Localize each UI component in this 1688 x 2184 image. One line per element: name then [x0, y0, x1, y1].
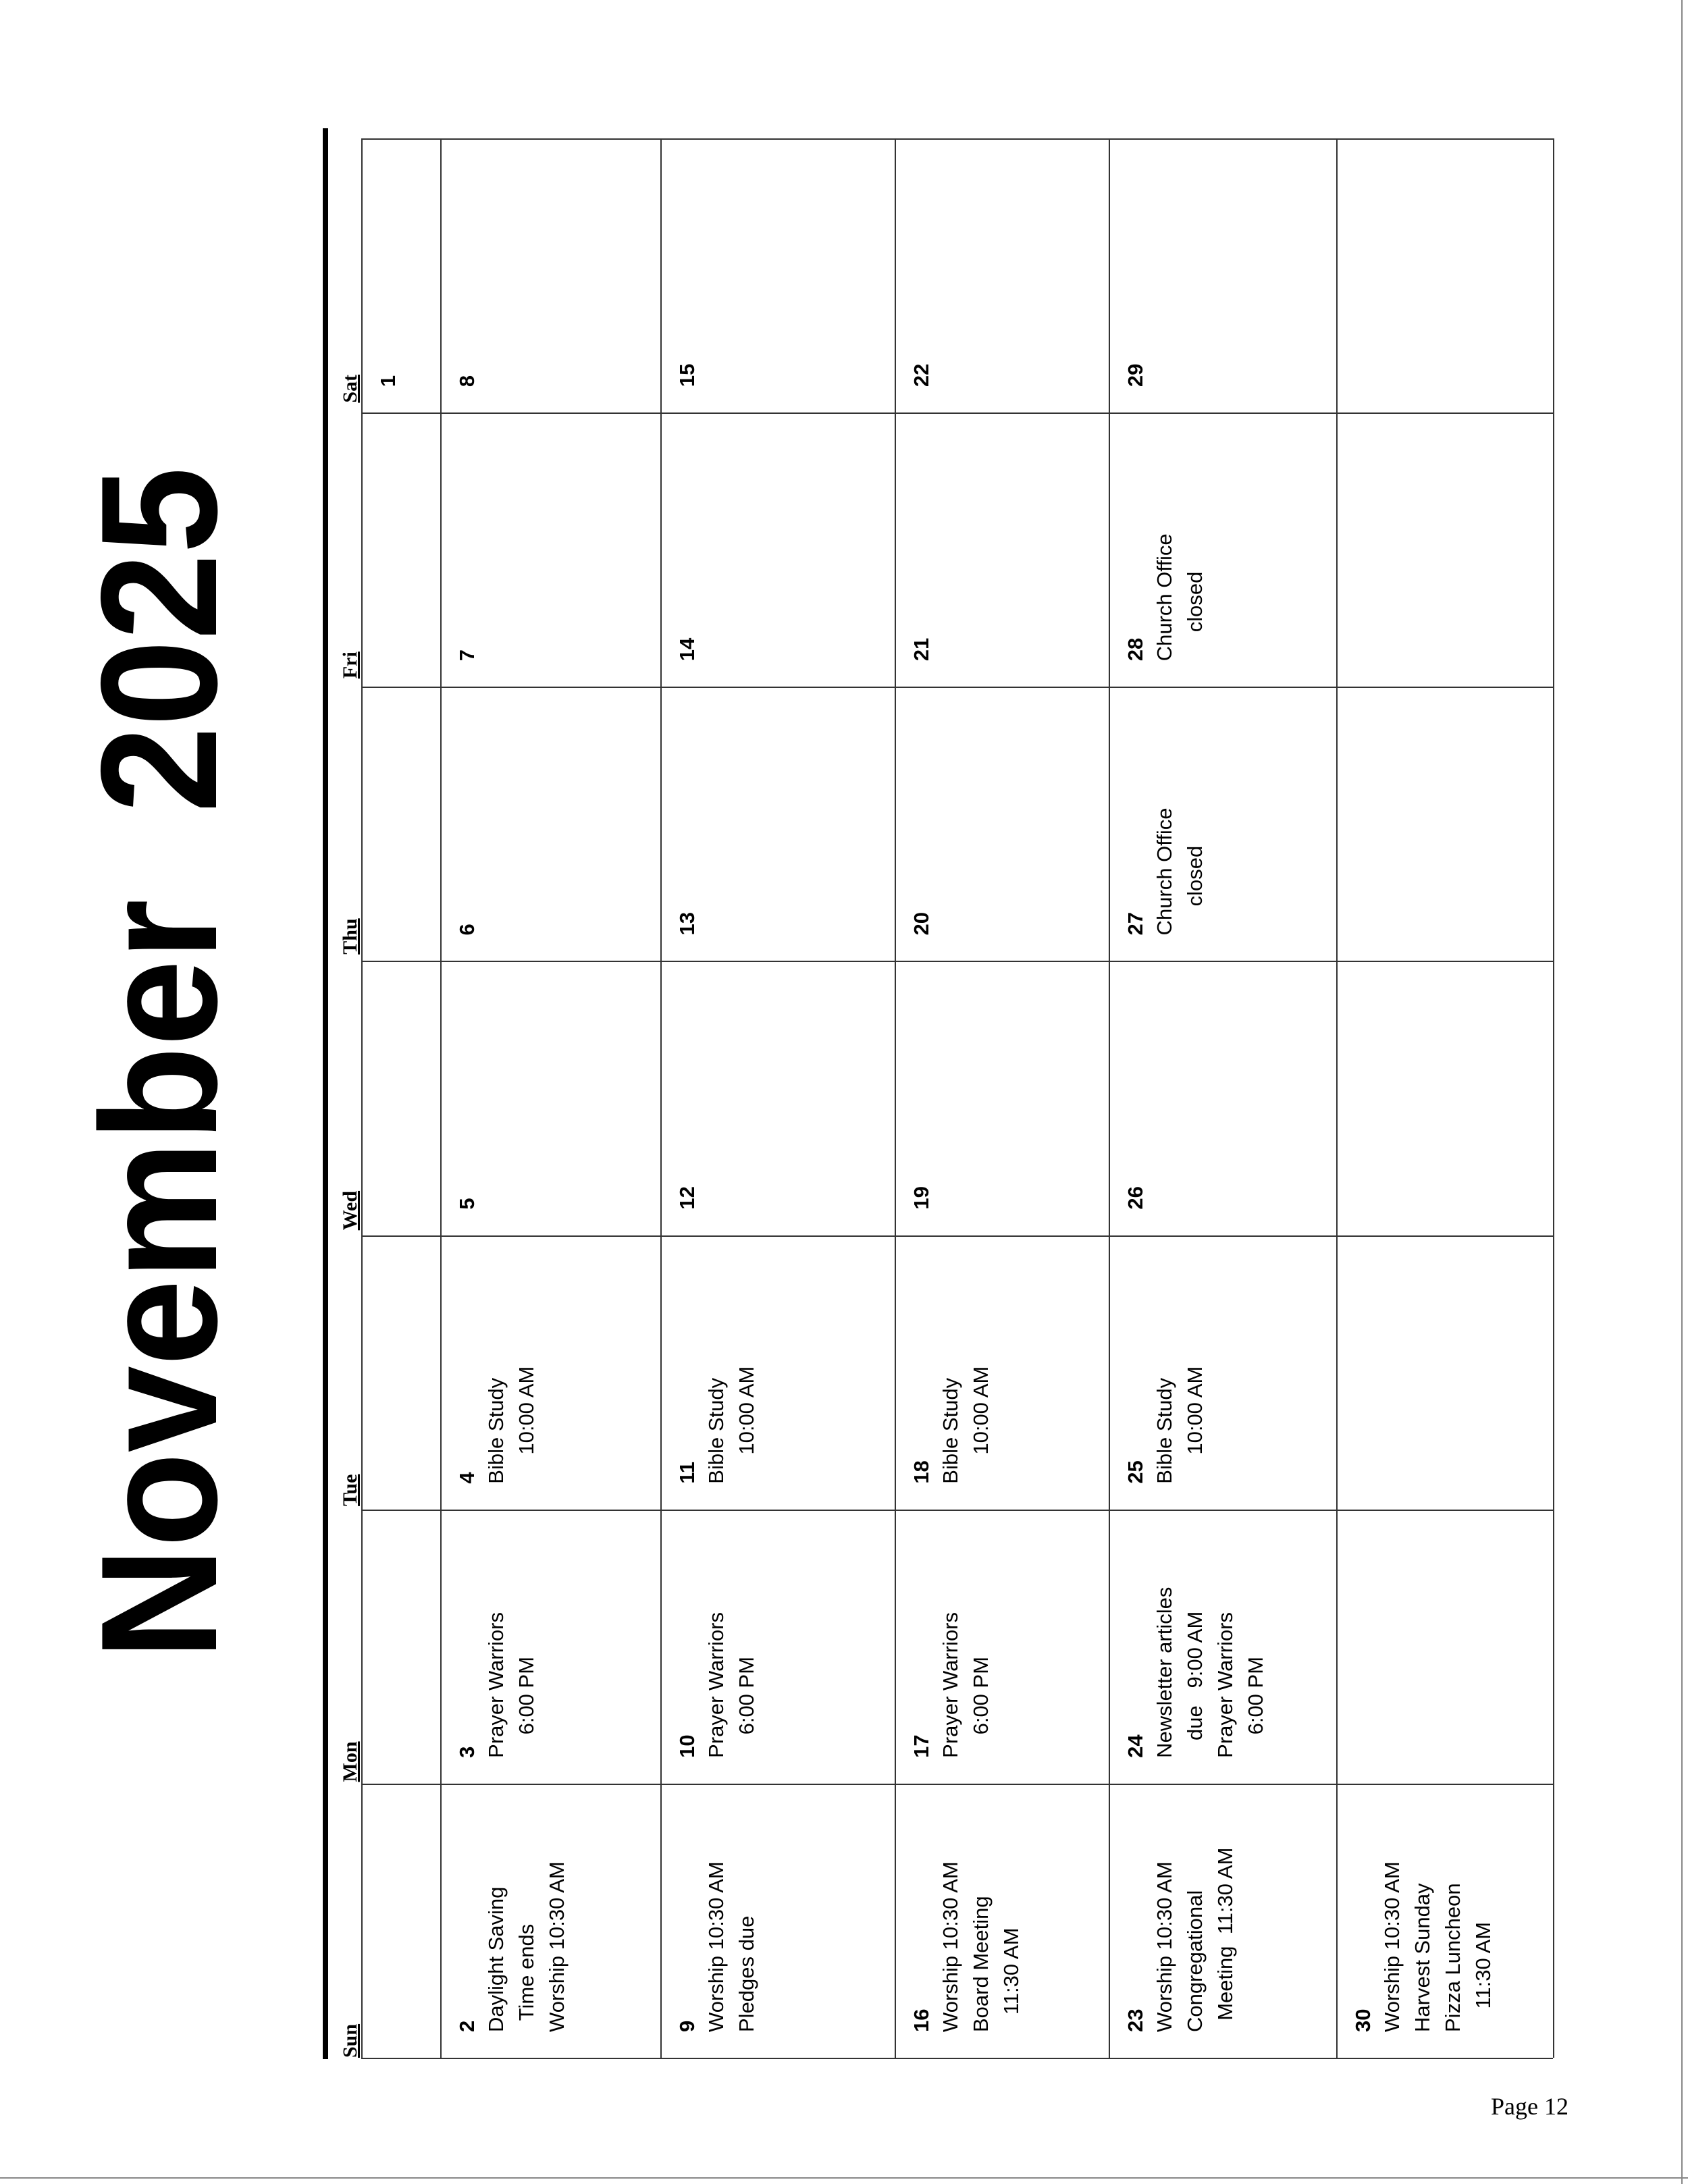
day-number: 17 — [909, 1734, 933, 1758]
event-line: 10:00 AM — [735, 1366, 758, 1484]
day-cell — [662, 1510, 896, 1784]
day-cell — [442, 412, 662, 687]
day-number: 18 — [909, 1460, 933, 1484]
day-number: 7 — [455, 649, 479, 662]
event-line: Daylight Saving — [484, 1886, 508, 2032]
event-line: Worship 10:30 AM — [1380, 1861, 1404, 2032]
day-cell — [1338, 138, 1554, 412]
day-name-thu: Thu — [339, 918, 361, 955]
event-line: Worship 10:30 AM — [704, 1861, 728, 2032]
event-line: Church Office — [1153, 807, 1176, 936]
day-cell — [1338, 687, 1554, 961]
day-cell — [363, 138, 442, 412]
event-line: Prayer Warriors — [484, 1612, 508, 1758]
day-cell — [896, 138, 1110, 412]
day-number: 16 — [909, 2008, 933, 2032]
day-number: 4 — [455, 1472, 479, 1484]
day-number: 28 — [1124, 637, 1147, 662]
day-cell — [1110, 1784, 1338, 2058]
day-cell — [1338, 1235, 1554, 1510]
event-line: 10:00 AM — [969, 1366, 993, 1484]
day-number: 1 — [376, 375, 400, 388]
header-rule — [323, 128, 328, 2059]
day-cell — [662, 961, 896, 1235]
day-cell — [442, 1784, 662, 2058]
day-cell — [896, 1510, 1110, 1784]
day-cell — [442, 961, 662, 1235]
event-line: Bible Study — [939, 1377, 962, 1484]
day-cell — [1110, 412, 1338, 687]
day-number: 19 — [909, 1186, 933, 1210]
calendar-title: November 2025 — [66, 467, 251, 1660]
day-number: 3 — [455, 1746, 479, 1758]
day-cell — [896, 1235, 1110, 1510]
day-cell — [896, 687, 1110, 961]
day-cell — [363, 412, 442, 687]
day-cell — [896, 1784, 1110, 2058]
event-line: closed — [1183, 845, 1207, 936]
event-line: Prayer Warriors — [704, 1612, 728, 1758]
day-cell — [1110, 961, 1338, 1235]
day-number: 21 — [909, 637, 933, 662]
day-cell — [1110, 1235, 1338, 1510]
event-line: Worship 10:30 AM — [939, 1861, 962, 2032]
day-cell — [442, 138, 662, 412]
day-cell — [1110, 687, 1338, 961]
event-line: Pizza Luncheon — [1441, 1883, 1465, 2032]
day-number: 30 — [1351, 2008, 1375, 2032]
day-cell — [662, 412, 896, 687]
event-line: 6:00 PM — [735, 1656, 758, 1758]
day-name-sun: Sun — [339, 2023, 361, 2058]
event-line: Meeting 11:30 AM — [1213, 1847, 1237, 2032]
event-line: 6:00 PM — [969, 1656, 993, 1758]
day-number: 8 — [455, 375, 479, 388]
event-line: Church Office — [1153, 533, 1176, 662]
day-cell — [1110, 1510, 1338, 1784]
day-number: 9 — [675, 2020, 699, 2032]
event-line: 10:00 AM — [1183, 1366, 1207, 1484]
day-cell — [363, 1235, 442, 1510]
event-line: Board Meeting — [969, 1896, 993, 2032]
event-line: Newsletter articles — [1153, 1587, 1176, 1758]
day-cell — [363, 961, 442, 1235]
day-cell — [1338, 1510, 1554, 1784]
day-cell — [363, 687, 442, 961]
day-cell — [662, 1784, 896, 2058]
event-line: Time ends — [515, 1923, 538, 2032]
event-line: Bible Study — [1153, 1377, 1176, 1484]
day-cell — [1110, 138, 1338, 412]
day-name-mon: Mon — [339, 1741, 361, 1782]
day-name-sat: Sat — [339, 374, 361, 403]
day-cell — [442, 687, 662, 961]
event-line: closed — [1183, 571, 1207, 662]
event-line: 10:00 AM — [515, 1366, 538, 1484]
day-number: 2 — [455, 2020, 479, 2032]
day-number: 5 — [455, 1198, 479, 1210]
day-name-tue: Tue — [339, 1474, 361, 1506]
day-number: 11 — [675, 1461, 699, 1484]
event-line: Pledges due — [735, 1915, 758, 2032]
day-number: 24 — [1124, 1734, 1147, 1758]
day-cell — [363, 1510, 442, 1784]
day-number: 27 — [1124, 911, 1147, 936]
day-cell — [1338, 1784, 1554, 2058]
day-number: 6 — [455, 924, 479, 936]
day-name-fri: Fri — [339, 651, 361, 679]
day-number: 23 — [1124, 2008, 1147, 2032]
day-cell — [363, 1784, 442, 2058]
day-number: 14 — [675, 637, 699, 662]
day-cell — [1338, 961, 1554, 1235]
day-cell — [662, 687, 896, 961]
day-number: 10 — [675, 1734, 699, 1758]
day-number: 13 — [675, 911, 699, 936]
event-line: Prayer Warriors — [1213, 1612, 1237, 1758]
day-cell — [442, 1510, 662, 1784]
event-line: Worship 10:30 AM — [1153, 1861, 1176, 2032]
calendar-grid — [361, 138, 1553, 2059]
day-number: 20 — [909, 911, 933, 936]
day-cell — [662, 138, 896, 412]
day-number: 29 — [1124, 363, 1147, 388]
day-cell — [896, 412, 1110, 687]
day-number: 12 — [675, 1186, 699, 1210]
day-name-wed: Wed — [339, 1190, 361, 1231]
event-line: 11:30 AM — [1471, 1921, 1495, 2032]
event-line: 11:30 AM — [999, 1927, 1023, 2032]
event-line: Worship 10:30 AM — [545, 1861, 569, 2032]
event-line: due 9:00 AM — [1183, 1611, 1207, 1758]
event-line: Harvest Sunday — [1410, 1883, 1434, 2032]
day-number: 22 — [909, 363, 933, 388]
event-line: Prayer Warriors — [939, 1612, 962, 1758]
day-number: 26 — [1124, 1186, 1147, 1210]
event-line: Congregational — [1183, 1890, 1207, 2032]
page-number: Page 12 — [1491, 2093, 1568, 2120]
day-cell — [1338, 412, 1554, 687]
event-line: Bible Study — [484, 1377, 508, 1484]
day-cell — [662, 1235, 896, 1510]
day-number: 25 — [1124, 1460, 1147, 1484]
event-line: Bible Study — [704, 1377, 728, 1484]
event-line: 6:00 PM — [1244, 1656, 1267, 1758]
day-cell — [896, 961, 1110, 1235]
day-cell — [442, 1235, 662, 1510]
event-line: 6:00 PM — [515, 1656, 538, 1758]
day-number: 15 — [675, 363, 699, 388]
